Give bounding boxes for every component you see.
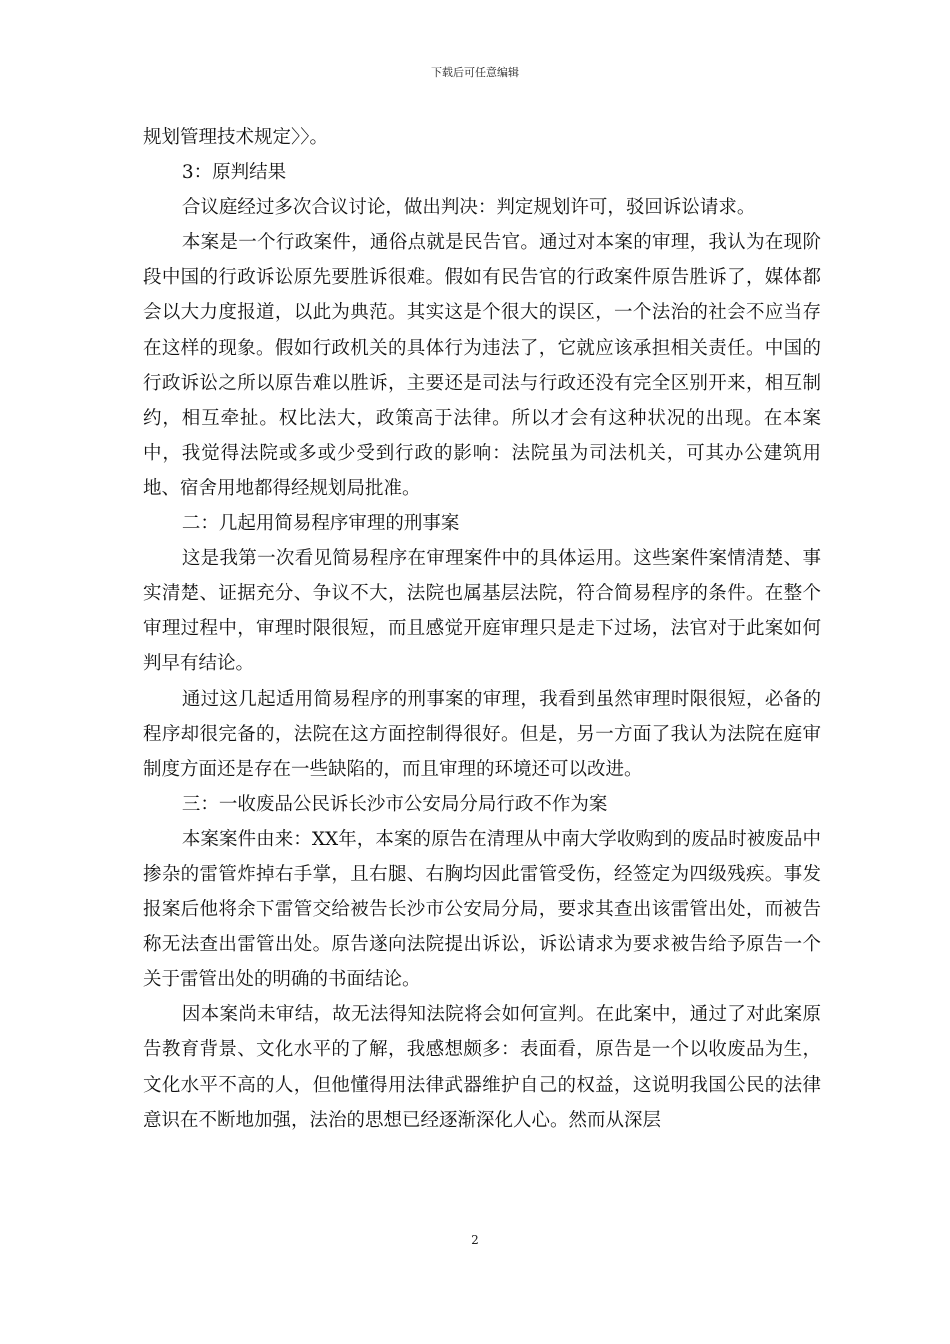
paragraph-analysis: 本案是一个行政案件，通俗点就是民告官。通过对本案的审理，我认为在现阶段中国的行政诉讼原先要胜诉很难。假如有民告官的行政案件原告胜诉了，媒体都会以大力度报道，以此为典范。其实这是个很大的误区，一个法治的社会不应当存在这样的现象。假如行政机关的具体行为违法了，它就应该承担相关责任。中国的行政诉讼之所以原告难以胜诉，主要还是司法与行政还没有完全区别开来，相互制约，相互牵扯。权比法大，政策高于法律。所以才会有这种状况的出现。在本案中，我觉得法院或多或少受到行政的影响：法院虽为司法机关，可其办公建筑用地、宿舍用地都得经规划局批准。 <box>143 232 821 499</box>
paragraph-judgment: 合议庭经过多次合议讨论，做出判决：判定规划许可，驳回诉讼请求。 <box>181 197 756 219</box>
paragraph-case-origin: 本案案件由来：XX年，本案的原告在清理从中南大学收购到的废品时被废品中掺杂的雷管炸掉右手掌，且右腿、右胸均因此雷管受伤，经签定为四级残疾。事发报案后他将余下雷管交给被告长沙市公安局分局，要求其查出该雷管出处，而被告称无法查出雷管出处。原告遂向法院提出诉讼，诉讼请求为要求被告给予原告一个关于雷管出处的明确的书面结论。 <box>143 828 821 991</box>
section-heading-criminal-cases: 二：几起用简易程序审理的刑事案 <box>181 513 460 535</box>
document-body <box>143 120 821 1138</box>
page-header: 下载后可任意编辑 <box>431 66 519 79</box>
paragraph-case-reflection: 因本案尚未审结，故无法得知法院将会如何宣判。在此案中，通过了对此案原告教育背景、文化水平的了解，我感想颇多：表面看，原告是一个以收废品为生，文化水平不高的人，但他懂得用法律武器维护自己的权益，这说明我国公民的法律意识在不断地加强，法治的思想已经逐渐深化人心。然而从深层 <box>143 1004 821 1131</box>
paragraph-procedure-reflection: 通过这几起适用简易程序的刑事案的审理，我看到虽然审理时限很短，必备的程序却很完备的，法院在这方面控制得很好。但是，另一方面了我认为法院在庭审制度方面还是存在一些缺陷的，而且审理的环境还可以改进。 <box>143 688 821 780</box>
section-heading-original-judgment: 3：原判结果 <box>181 162 287 184</box>
paragraph-continuation: 规划管理技术规定〉〉。 <box>143 127 329 148</box>
section-heading-administrative-case: 三：一收废品公民诉长沙市公安局分局行政不作为案 <box>181 793 608 815</box>
paragraph-simplified-procedure: 这是我第一次看见简易程序在审理案件中的具体运用。这些案件案情清楚、事实清楚、证据充分、争议不大，法院也属基层法院，符合简易程序的条件。在整个审理过程中，审理时限很短，而且感觉开庭审理只是走下过场，法官对于此案如何判早有结论。 <box>143 548 821 675</box>
page-number: 2 <box>471 1233 479 1247</box>
